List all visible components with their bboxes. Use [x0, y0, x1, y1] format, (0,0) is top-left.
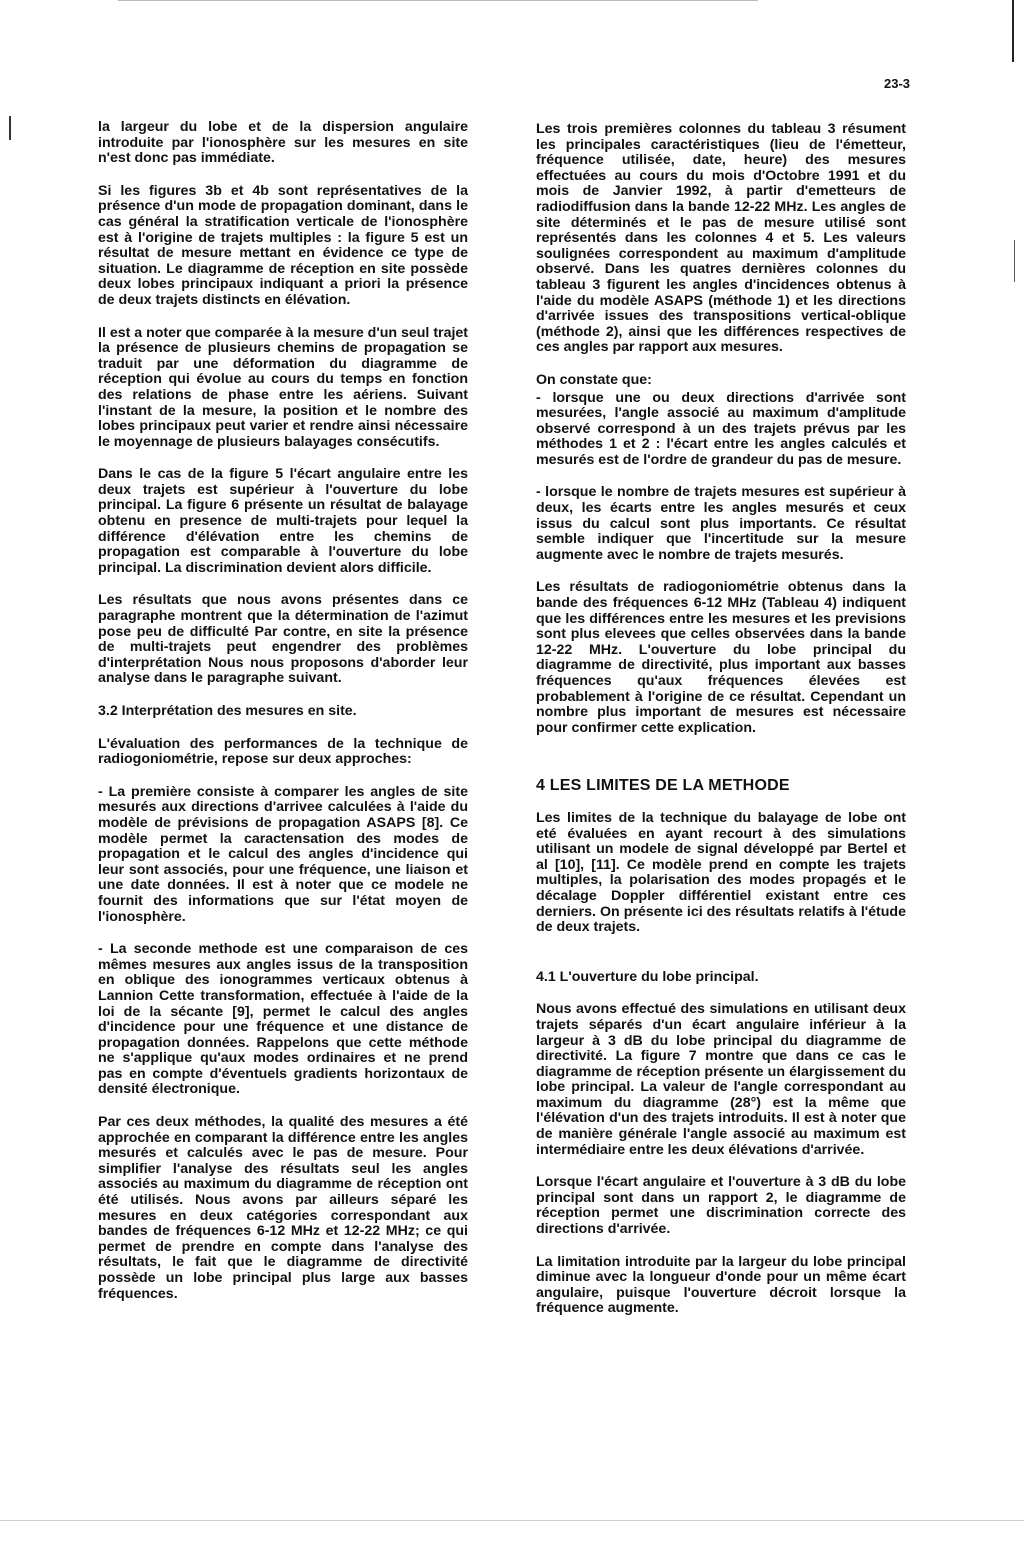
- page-number: 23-3: [884, 76, 911, 91]
- paragraph: - lorsque une ou deux directions d'arrivée sont mesurées, l'angle associé au maximum d'amplitude observé correspond à un des trajets prévus par les méthodes 1 et 2 : l'écart entre les angles calculés et mesurés est de l'ordre de grandeur du pas de mesure.: [536, 389, 906, 468]
- scan-edge-mark: [1012, 0, 1014, 62]
- paragraph: Il est a noter que comparée à la mesure d'un seul trajet la présence de plusieurs chemins de propagation se traduit par une déformation du diagramme de réception qui évolue au cours du temps en fonction des relations de phase entre les aériens. Suivant l'instant de la mesure, la position et le nombre des lobes principaux peut varier et rendre ainsi nécessaire le moyennage de plusieurs balayages consécutifs.: [98, 324, 469, 450]
- paragraph: - La seconde methode est une comparaison de ces mêmes mesures aux angles issus de la transposition en oblique des ionogrammes verticaux obtenus à Lannion Cette transformation, effectuée à l'aide de la loi de la sécante [9], permet le calcul des angles d'incidence pour une fréquence et une distance de propagation données. Rappelons que cette méthode ne s'applique qu'aux modes ordinaires et ne prend pas en compte d'éventuels gradients horizontaux de densité électronique.: [98, 941, 468, 1098]
- paragraph: Si les figures 3b et 4b sont représentatives de la présence d'un mode de propagation dominant, dans le cas général la stratification verticale de l'ionosphère est à l'origine de trajets multiples : la figure 5 est un résultat de mesure mettant en évidence ce type de situation. Le diagramme de réception en site possède deux lobes principaux indiquant a priori la présence de deux trajets distincts en élévation.: [98, 182, 468, 308]
- left-column: [98, 120, 468, 1319]
- section-heading-3-2: 3.2 Interprétation des mesures en site.: [98, 703, 357, 719]
- paragraph: Les trois premières colonnes du tableau 3 résument les principales caractéristiques (lieu de l'émetteur, fréquence utilisée, date, heure) des mesures effectuées au cours du mois d'Octobre 1991 et du mois de Janvier 1992, à partir d'emetteurs de radiodiffusion dans la bande 12-22 MHz. Les angles de site déterminés et le pas de mesure utilisé sont représentés dans les colonnes 4 et 5. Les valeurs soulignées correspondent au maximum d'amplitude observé. Dans les quatres dernières colonnes du tableau 3 figurent les angles d'incidences obtenus à l'aide du modèle ASAPS (méthode 1) et les directions d'arrivée issues des transpositions vertical-oblique (méthode 2), ainsi que les différences respectives de ces angles par rapport aux mesures.: [536, 121, 906, 356]
- scan-edge-mark: [9, 116, 11, 140]
- scan-edge-mark: [1014, 240, 1015, 282]
- paragraph: L'évaluation des performances de la technique de radiogoniométrie, repose sur deux approches:: [98, 735, 468, 768]
- right-column: [536, 122, 906, 1334]
- paragraph: Les résultats que nous avons présentes dans ce paragraphe montrent que la détermination de l'azimut pose peu de difficulté Par contre, en site la présence de multi-trajets peut engendrer des problèmes d'interprétation Nous nous proposons d'aborder leur analyse dans le paragraphe suivant.: [98, 592, 468, 687]
- paragraph: Les limites de la technique du balayage de lobe ont eté évaluées en ayant recourt à des simulations utilisant un modele de signal développé par Bertel et al [10], [11]. Ce modèle prend en compte les trajets multiples, la polarisation des modes propagés et le décalage Doppler différentiel existant entre ces derniers. On présente ici des résultats relatifs à l'étude de deux trajets.: [536, 809, 906, 936]
- paragraph: Dans le cas de la figure 5 l'écart angulaire entre les deux trajets est supérieur à l'ouverture du lobe principal. La figure 6 présente un résultat de balayage obtenu en presence de multi-trajets pour lequel la différence d'élévation entre les chemins de propagation est comparable à l'ouverture du lobe principal. La discrimination devient alors difficile.: [98, 466, 468, 576]
- paragraph: La limitation introduite par la largeur du lobe principal diminue avec la longueur d'onde pour un même écart angulaire, puisque l'ouverture décroit lorsque la fréquence augmente.: [536, 1253, 906, 1317]
- scan-bottom-rule: [0, 1520, 1024, 1521]
- scan-top-rule: [118, 0, 758, 1]
- section-heading-4: 4 LES LIMITES DE LA METHODE: [536, 777, 790, 795]
- paragraph: la largeur du lobe et de la dispersion angulaire introduite par l'ionosphère sur les mesures en site n'est donc pas immédiate.: [98, 119, 468, 167]
- paragraph: Par ces deux méthodes, la qualité des mesures a été approchée en comparant la différence entre les angles mesurés et calculés avec le pas de mesure. Pour simplifier l'analyse des résultats seul les angles associés au maximum du diagramme de réception ont été utilisés. Nous avons par ailleurs séparé les mesures en deux catégories correspondant aux bandes de fréquences 6-12 MHz et 12-22 MHz; ce qui permet de prendre en compte dans l'analyse des résultats, le fait que le diagramme de directivité possède un lobe principal plus large aux basses fréquences.: [98, 1114, 468, 1302]
- paragraph: - lorsque le nombre de trajets mesures est supérieur à deux, les écarts entre les angles mesurés et ceux issus du calcul sont plus importants. Ce résultat semble indiquer que l'incertitude sur la mesure augmente avec le nombre de trajets mesurés.: [536, 484, 906, 563]
- paragraph: Les résultats de radiogoniométrie obtenus dans la bande des fréquences 6-12 MHz (Tableau 4) indiquent que les différences entre les mesures et les previsions sont plus elevees que celles observées dans la bande 12-22 MHz. L'ouverture du lobe principal du diagramme de directivité, plus important aux basses fréquences qu'aux fréquences élevées est probablement à l'origine de ce résultat. Cependant un nombre plus important de mesures est nécessaire pour confirmer cette explication.: [536, 579, 906, 736]
- paragraph: - La première consiste à comparer les angles de site mesurés aux directions d'arrivee calculées à l'aide du modèle de prévisions de propagation ASAPS [8]. Ce modèle permet la caractensation des modes de propagation et le calcul des angles d'incidence qui leur sont associés, pour une fréquence, une liaison et une date données. Il est à noter que ce modele ne fournit des informations que sur l'état moyen de l'ionosphère.: [98, 783, 468, 925]
- paragraph-intro: On constate que:: [536, 371, 652, 388]
- paragraph: Nous avons effectué des simulations en utilisant deux trajets séparés d'un écart angulaire inférieur à la largeur à 3 dB du lobe principal du diagramme de directivité. La figure 7 montre que dans ce cas le diagramme de réception présente un élargissement du lobe principal. La valeur de l'angle correspondant au maximum du diagramme (28°) est la même que l'élévation d'un des trajets introduits. Il est à noter que de manière générale l'angle associé au maximum est intermédiaire entre les deux élévations d'arrivée.: [536, 1001, 906, 1158]
- section-heading-4-1: 4.1 L'ouverture du lobe principal.: [536, 968, 759, 985]
- paragraph: Lorsque l'écart angulaire et l'ouverture à 3 dB du lobe principal sont dans un rapport 2, le diagramme de réception permet une discrimination correcte des directions d'arrivée.: [536, 1174, 906, 1238]
